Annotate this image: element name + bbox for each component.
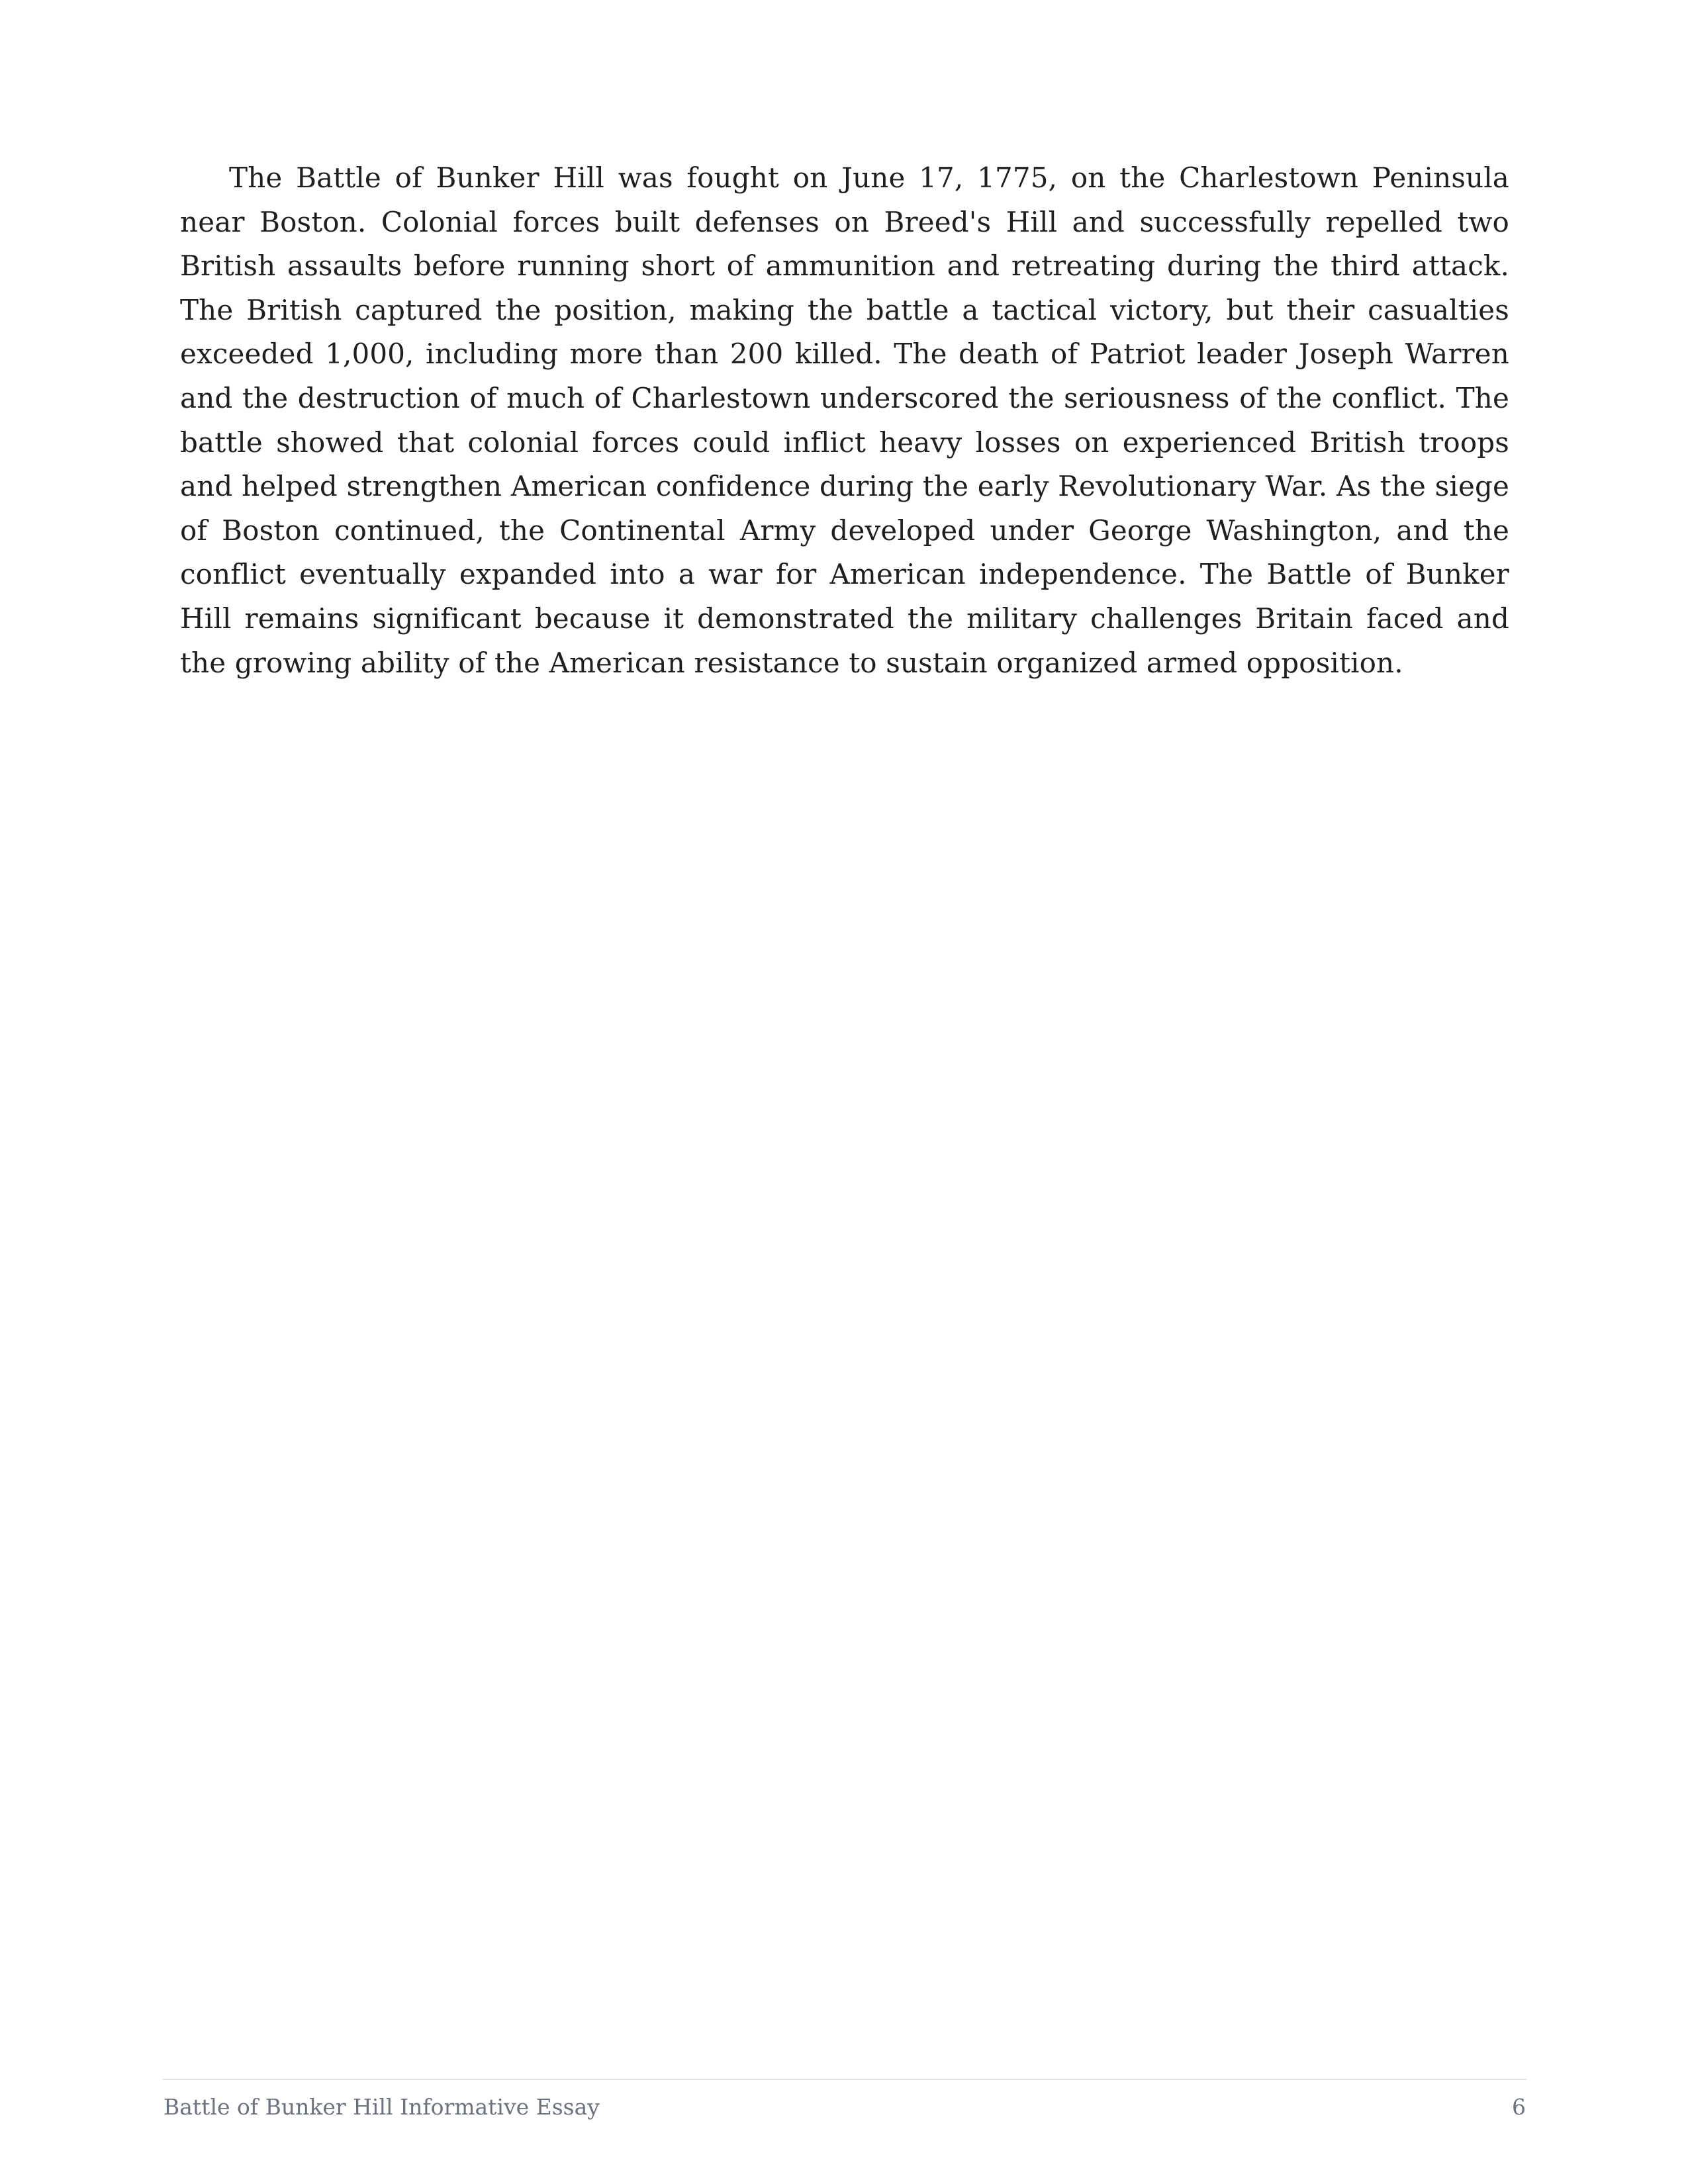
- footer-divider: [163, 2079, 1526, 2080]
- footer-document-title: Battle of Bunker Hill Informative Essay: [164, 2094, 600, 2120]
- footer-page-number: 6: [1512, 2094, 1526, 2120]
- body-paragraph: The Battle of Bunker Hill was fought on June 17, 1775, on the Charlestown Peninsula near Boston. Colonial forces built defenses on Breed's Hill and successfully repelled two British assaults before running short of ammunition and retreating during the third attack. The British captured the position, making the battle a tactical victory, but their casualties exceeded 1,000, including more than 200 killed. The death of Patriot leader Joseph Warren and the destruction of much of Charlestown underscored the seriousness of the conflict. The battle showed that colonial forces could inflict heavy losses on experienced British troops and helped strengthen American confidence during the early Revolutionary War. As the siege of Boston continued, the Continental Army developed under George Washington, and the conflict eventually expanded into a war for American independence. The Battle of Bunker Hill remains significant because it demonstrated the military challenges Britain faced and the growing ability of the American resistance to sustain organized armed opposition.: [180, 161, 1509, 679]
